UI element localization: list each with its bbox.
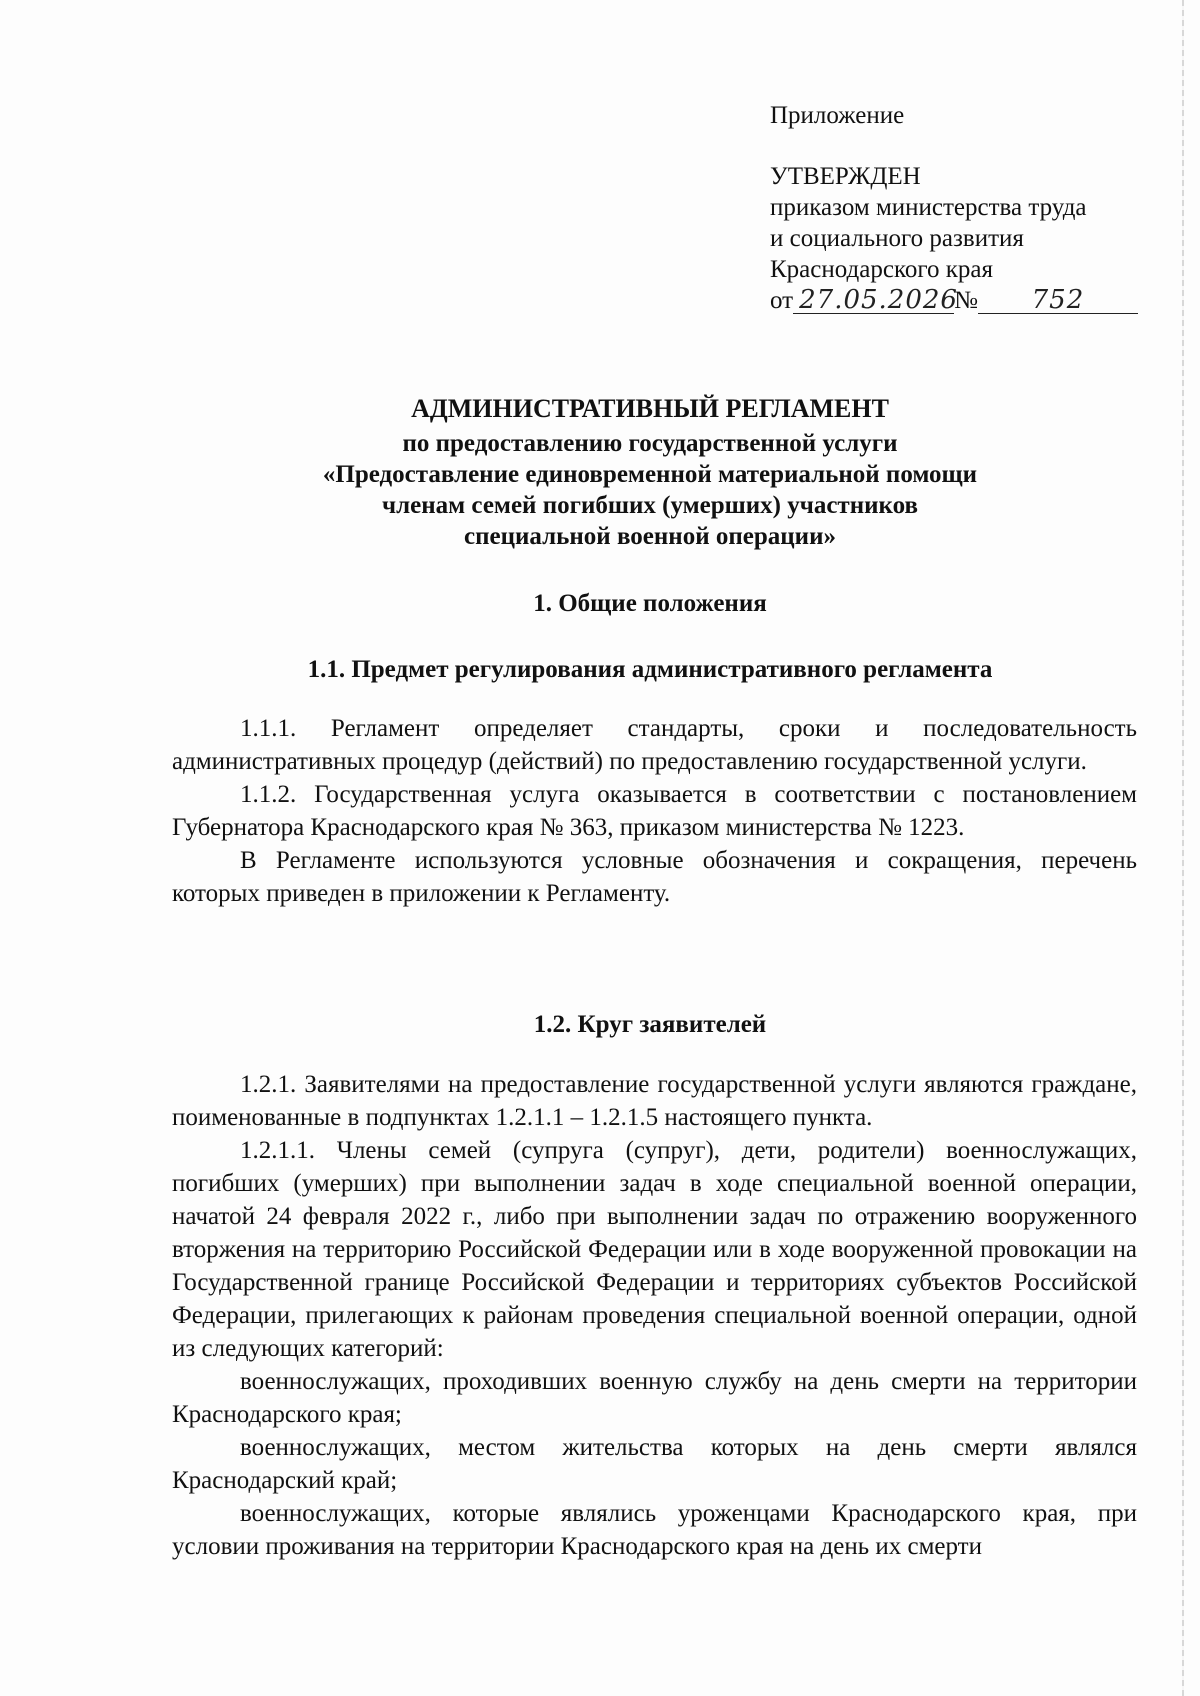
approval-block xyxy=(770,100,1150,316)
title-line-2: по предоставлению государственной услуги xyxy=(402,430,898,457)
title-line-4: членам семей погибших (умерших) участников xyxy=(382,492,918,519)
annex-label: Приложение xyxy=(770,102,905,129)
paragraph: 1.1.1. Регламент определяет стандарты, сроки и последовательность административных процедур (действий) по предоставлению государственной услуги. xyxy=(172,715,1137,775)
scan-edge-line xyxy=(1182,0,1184,1696)
paragraph: военнослужащих, проходивших военную службу на день смерти на территории Краснодарского края; xyxy=(172,1368,1137,1428)
subsection-1-1-heading: 1.1. Предмет регулирования административного регламента xyxy=(307,656,993,683)
number-label: № xyxy=(954,287,978,314)
paragraph: В Регламенте используются условные обозначения и сокращения, перечень которых приведен в приложении к Регламенту. xyxy=(172,847,1137,907)
paragraph: 1.2.1. Заявителями на предоставление государственной услуги являются граждане, поименованные в подпунктах 1.2.1.1 – 1.2.1.5 настоящего пункта. xyxy=(172,1071,1137,1131)
from-label: от xyxy=(770,287,794,314)
document-title xyxy=(150,393,1150,552)
paragraph: военнослужащих, которые являлись уроженцами Краснодарского края, при условии проживания на территории Краснодарского края на день их смерти xyxy=(172,1500,1137,1560)
paragraph: 1.2.1.1. Члены семей (супруга (супруг), дети, родители) военнослужащих, погибших (умерших) при выполнении задач в ходе специальной военной операции, начатой 24 февраля 2022 г., либо при выполнении задач по отражению вооруженного вторжения на территорию Российской Федерации или в ходе вооруженной провокации на Государственной границе Российской Федерации и территориях субъектов Российской Федерации, прилегающих к районам проведения специальной военной операции, одной из следующих категорий: xyxy=(172,1137,1137,1362)
paragraph: 1.1.2. Государственная услуга оказывается в соответствии с постановлением Губернатора Краснодарского края № 363, приказом министерства № 1223. xyxy=(172,781,1137,841)
paragraph: военнослужащих, местом жительства которых на день смерти являлся Краснодарский край; xyxy=(172,1434,1137,1494)
approval-line-1: приказом министерства труда xyxy=(770,194,1087,221)
title-line-1: АДМИНИСТРАТИВНЫЙ РЕГЛАМЕНТ xyxy=(411,394,889,423)
handwritten-number: 752 xyxy=(978,287,1138,314)
title-line-5: специальной военной операции» xyxy=(464,523,836,550)
approval-line-3: Краснодарского края xyxy=(770,256,993,283)
subsection-1-2-heading: 1.2. Круг заявителей xyxy=(533,1011,767,1038)
approval-line-2: и социального развития xyxy=(770,225,1024,252)
subsection-1-2-body xyxy=(172,1068,1137,1563)
title-line-3: «Предоставление единовременной материальной помощи xyxy=(322,461,978,488)
order-date-number-row xyxy=(770,285,1150,316)
subsection-1-1-body xyxy=(172,712,1137,910)
approved-label: УТВЕРЖДЕН xyxy=(770,163,921,190)
handwritten-date: 27.05.2026 xyxy=(793,287,954,314)
section-1-heading: 1. Общие положения xyxy=(533,590,767,617)
